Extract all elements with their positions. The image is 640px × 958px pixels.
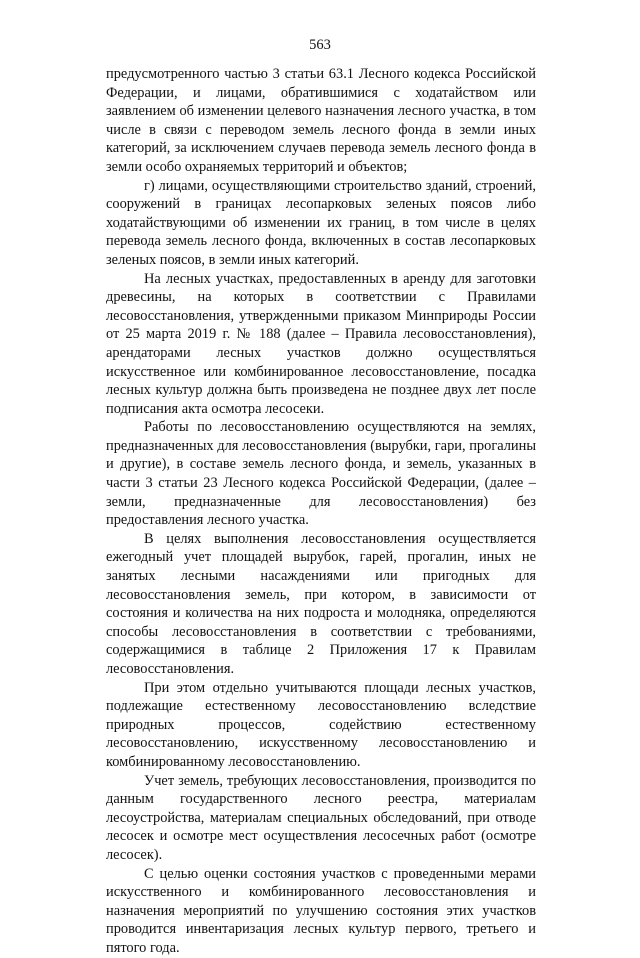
paragraph-annual-accounting: В целях выполнения лесовосстановления осуществляется ежегодный учет площадей вырубок, гарей, прогалин, иных не занятых лесными насаждениями или пригодных для лесовосстановления земель, при котором, в зависимости от состояния и количества на них подроста и молодняка, определяются способы лесовосстановления в соответствии с требованиями, содержащимися в таблице 2 Приложения 17 к Правилам лесовосстановления. [106,530,536,677]
paragraph-inventory: С целью оценки состояния участков с проведенными мерами искусственного и комбинированного лесовосстановления и назначения мероприятий по улучшению состояния этих участков проводится инвентаризация лесных культур первого, третьего и пятого года. [106,865,536,956]
paragraph-item-g: г) лицами, осуществляющими строительство зданий, строений, сооружений в границах лесопарковых зеленых поясов либо ходатайствующими об изменении их границ, в том числе в целях перевода земель лесного фонда, включенных в состав лесопарковых зеленых поясов, в земли иных категорий. [106,177,536,268]
paragraph-land-accounting: Учет земель, требующих лесовосстановления, производится по данным государственного лесного реестра, материалам лесоустройства, материалам специальных обследований, при отводе лесосек и осмотре мест осуществления лесосечных работ (осмотре лесосек). [106,772,536,863]
paragraph-lease-plots: На лесных участках, предоставленных в аренду для заготовки древесины, на которых в соответствии с Правилами лесовосстановления, утвержденными приказом Минприроды России от 25 марта 2019 г. № 188 (далее – Правила лесовосстановления), арендаторами лесных участков должно осуществляться искусственное или комбинированное лесовосстановление, посадка лесных культур должна быть произведена не позднее двух лет после подписания акта осмотра лесосеки. [106,270,536,417]
page-number: 563 [309,37,331,53]
paragraph-continuation: предусмотренного частью 3 статьи 63.1 Лесного кодекса Российской Федерации, и лицами, обратившимися с ходатайством или заявлением об изменении целевого назначения лесного участка, в том числе в связи с переводом земель лесного фонда в земли иных категорий, за исключением случаев перевода земель лесного фонда в земли особо охраняемых территорий и объектов; [106,66,536,175]
body-text [106,65,536,958]
paragraph-reforestation-works: Работы по лесовосстановлению осуществляются на землях, предназначенных для лесовосстановления (вырубки, гари, прогалины и другие), в составе земель лесного фонда, и земель, указанных в части 3 статьи 23 Лесного кодекса Российской Федерации, (далее – земли, предназначенные для лесовосстановления) без предоставления лесного участка. [106,419,536,529]
paragraph-separate-accounting: При этом отдельно учитываются площади лесных участков, подлежащие естественному лесовосстановлению вследствие природных процессов, содействию естественному лесовосстановлению, искусственному лесовосстановлению и комбинированному лесовосстановлению. [106,679,536,770]
